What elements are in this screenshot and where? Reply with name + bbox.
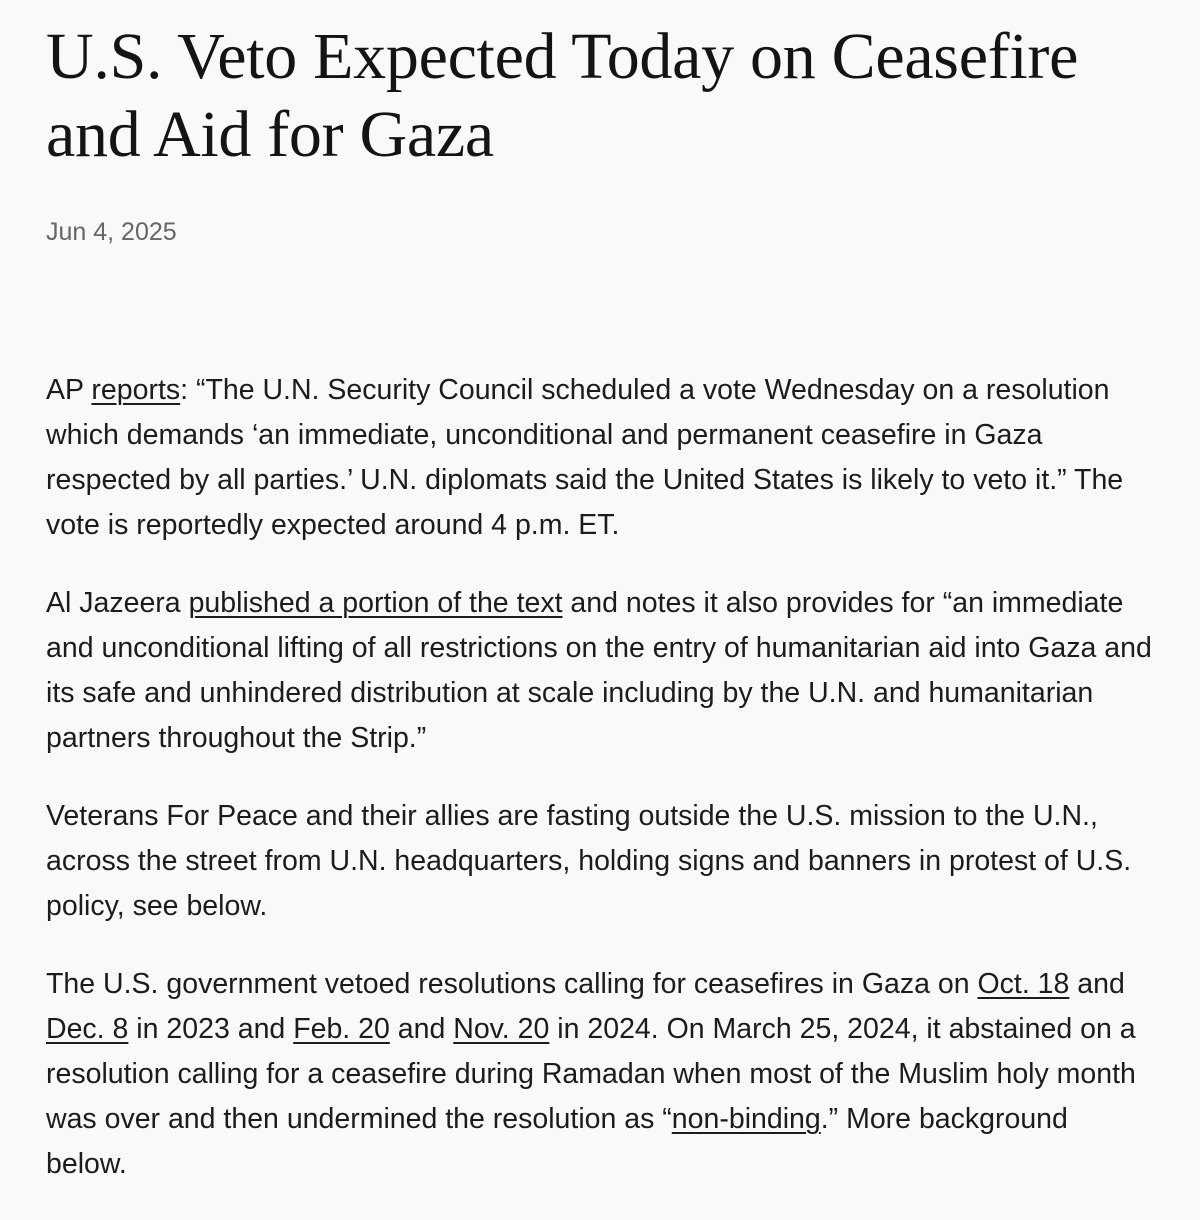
nov-20-link[interactable]: Nov. 20: [453, 1013, 550, 1045]
p3-text: Veterans For Peace and their allies are fasting outside the U.S. mission to the U.N., across the street from U.N. headquarters, holding signs and banners in protest of U.S. policy, see below.: [46, 800, 1132, 922]
oct-18-link[interactable]: Oct. 18: [977, 968, 1070, 1000]
p4-text-b: and: [1069, 968, 1125, 1000]
reports-link[interactable]: reports: [91, 374, 181, 406]
article: [46, 0, 1156, 1220]
publish-date: Jun 4, 2025: [46, 218, 177, 246]
feb-20-link[interactable]: Feb. 20: [293, 1013, 390, 1045]
p4-text-f: .” More background below.: [46, 1103, 1068, 1180]
p4-text-e: in 2024. On March 25, 2024, it abstained on a resolution calling for a ceasefire during Ramadan when most of the Muslim holy month was over and then undermined the resolution as “: [46, 1013, 1136, 1135]
article-title: U.S. Veto Expected Today on Ceasefire and Aid for Gaza: [46, 20, 1079, 171]
paragraph-3: [46, 794, 1156, 929]
published-text-link[interactable]: published a portion of the text: [188, 587, 563, 619]
p4-text-d: and: [389, 1013, 454, 1045]
p4-text-c: in 2023 and: [128, 1013, 294, 1045]
p1-text-a: AP: [46, 374, 92, 406]
paragraph-4: [46, 962, 1156, 1187]
dec-8-link[interactable]: Dec. 8: [46, 1013, 129, 1045]
p2-text-a: Al Jazeera: [46, 587, 189, 619]
paragraph-2: [46, 581, 1156, 761]
article-body: [46, 368, 1156, 1187]
p4-text-a: The U.S. government vetoed resolutions calling for ceasefires in Gaza on: [46, 968, 978, 1000]
p1-text-b: : “The U.N. Security Council scheduled a vote Wednesday on a resolution which demands ‘an immediate, unconditional and permanent ceasefire in Gaza respected by all parties.’ U.N. diplomats said the United States is likely to veto it.” The vote is reportedly expected around 4 p.m. ET.: [46, 374, 1124, 541]
non-binding-link[interactable]: non-binding: [671, 1103, 821, 1135]
p2-text-b: and notes it also provides for “an immediate and unconditional lifting of all restrictions on the entry of humanitarian aid into Gaza and its safe and unhindered distribution at scale including by the U.N. and humanitarian partners throughout the Strip.”: [46, 587, 1152, 754]
paragraph-1: [46, 368, 1156, 548]
